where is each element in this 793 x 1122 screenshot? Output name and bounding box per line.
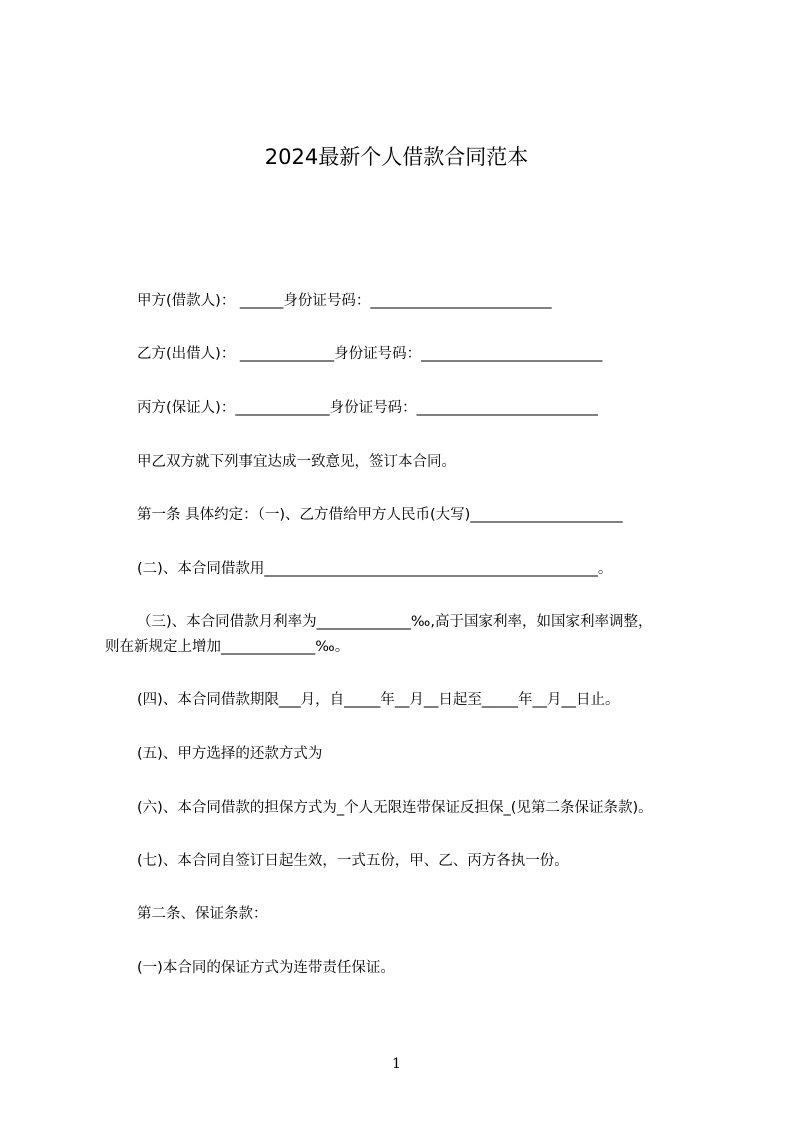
article-two-clause-1: (一)本合同的保证方式为连带责任保证。 <box>137 960 395 976</box>
article-one-clause-3-continued: 则在新规定上增加_____________‰。 <box>105 639 350 655</box>
article-two-heading: 第二条、保证条款： <box>137 906 268 922</box>
page-number: 1 <box>392 1056 401 1072</box>
article-one-clause-5: (五)、甲方选择的还款方式为 <box>137 746 323 762</box>
article-one-clause-2: (二)、本合同借款用______________________________________________。 <box>137 561 613 577</box>
party-b-line: 乙方(出借人)： _____________身份证号码：_________________________ <box>137 346 603 362</box>
article-one-clause-3: （三)、本合同借款月利率为_____________‰,高于国家利率，如国家利率调整， <box>137 614 653 630</box>
party-c-line: 丙方(保证人)：_____________身份证号码：_________________________ <box>137 400 598 416</box>
article-one-clause-4: (四)、本合同借款期限___月，自_____年__月__日起至_____年__月__日止。 <box>137 692 620 708</box>
article-one-clause-6: (六)、本合同借款的担保方式为_个人无限连带保证反担保_(见第二条保证条款)。 <box>137 800 653 816</box>
article-one-clause-1: 第一条 具体约定：（一)、乙方借给甲方人民币(大写)_____________________ <box>137 507 623 523</box>
party-a-line: 甲方(借款人)： ______身份证号码：_________________________ <box>137 293 552 309</box>
document-title: 2024最新个人借款合同范本 <box>264 145 529 169</box>
article-one-clause-7: (七)、本合同自签订日起生效，一式五份，甲、乙、丙方各执一份。 <box>137 853 569 869</box>
agreement-intro: 甲乙双方就下列事宜达成一致意见，签订本合同。 <box>137 454 456 470</box>
